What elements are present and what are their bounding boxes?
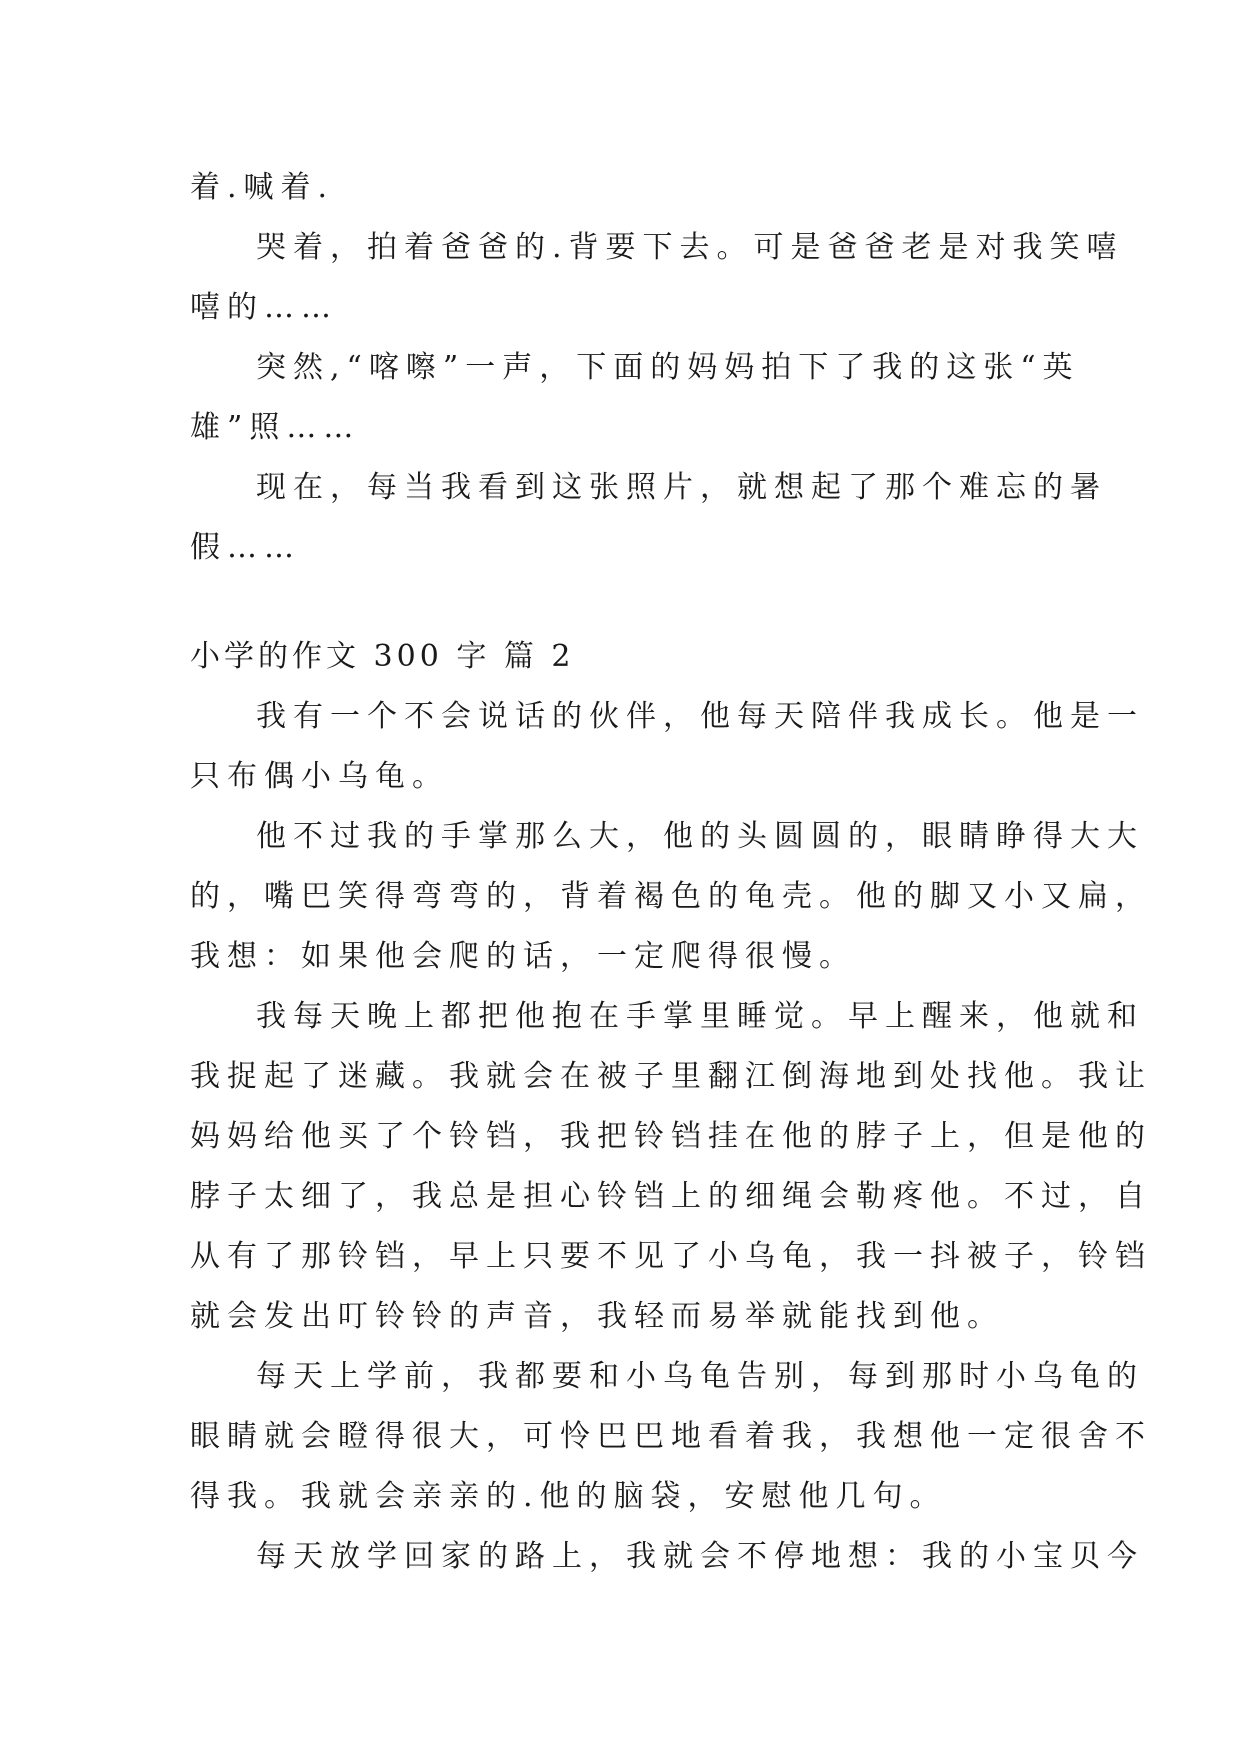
text-line: 从有了那铃铛，早上只要不见了小乌龟，我一抖被子，铃铛 (190, 1239, 1152, 1274)
text-line: 现在，每当我看到这张照片，就想起了那个难忘的暑 (256, 470, 1107, 505)
text-line: 只布偶小乌龟。 (190, 759, 449, 794)
text-line: 着.喊着. (190, 170, 335, 205)
text-line: 得我。我就会亲亲的.他的脑袋，安慰他几句。 (190, 1479, 947, 1514)
text-line: 雄”照…… (190, 410, 361, 445)
section-heading: 小学的作文 300 字 篇 2 (190, 639, 575, 674)
text-line: 突然,“喀嚓”一声，下面的妈妈拍下了我的这张“英 (256, 350, 1080, 385)
text-line: 的，嘴巴笑得弯弯的，背着褐色的龟壳。他的脚又小又扁， (190, 879, 1152, 914)
text-line: 我有一个不会说话的伙伴，他每天陪伴我成长。他是一 (256, 699, 1144, 734)
text-line: 妈妈给他买了个铃铛，我把铃铛挂在他的脖子上，但是他的 (190, 1119, 1152, 1154)
text-line: 我捉起了迷藏。我就会在被子里翻江倒海地到处找他。我让 (190, 1059, 1152, 1094)
text-line: 每天上学前，我都要和小乌龟告别，每到那时小乌龟的 (256, 1359, 1144, 1394)
text-line: 脖子太细了，我总是担心铃铛上的细绳会勒疼他。不过，自 (190, 1179, 1152, 1214)
text-line: 他不过我的手掌那么大，他的头圆圆的，眼睛睁得大大 (256, 819, 1144, 854)
text-line: 假…… (190, 530, 301, 565)
text-line: 就会发出叮铃铃的声音，我轻而易举就能找到他。 (190, 1299, 1004, 1334)
text-line: 眼睛就会瞪得很大，可怜巴巴地看着我，我想他一定很舍不 (190, 1419, 1152, 1454)
text-line: 每天放学回家的路上，我就会不停地想：我的小宝贝今 (256, 1539, 1144, 1574)
text-line: 嘻的…… (190, 290, 338, 325)
text-line: 我每天晚上都把他抱在手掌里睡觉。早上醒来，他就和 (256, 999, 1144, 1034)
text-line: 我想：如果他会爬的话，一定爬得很慢。 (190, 939, 856, 974)
text-line: 哭着，拍着爸爸的.背要下去。可是爸爸老是对我笑嘻 (256, 230, 1124, 265)
